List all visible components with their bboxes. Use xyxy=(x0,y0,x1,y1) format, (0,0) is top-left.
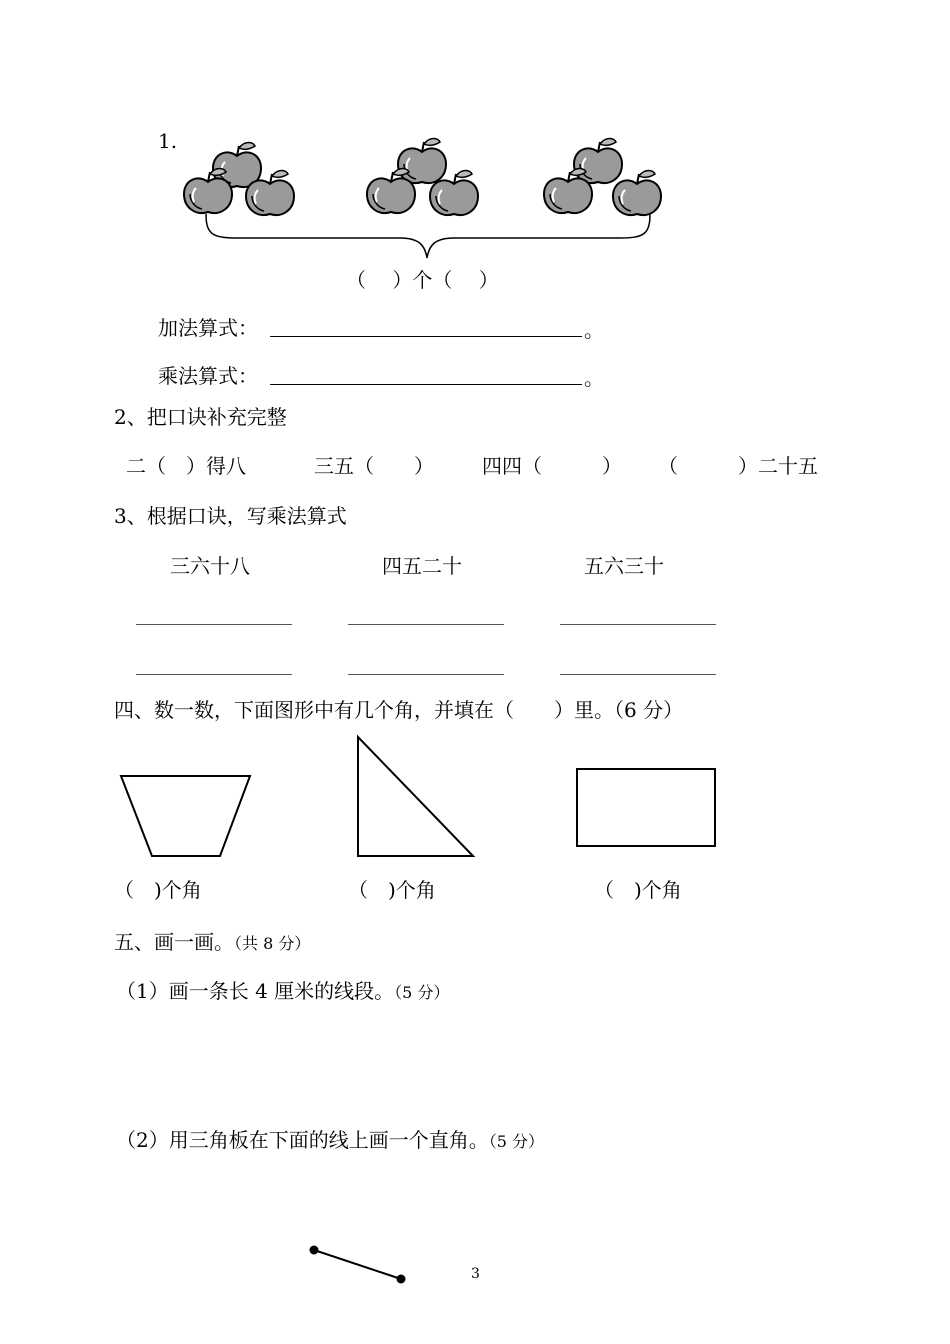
given-segment xyxy=(314,1250,401,1279)
q3-item-3: 五六三十 xyxy=(584,554,664,578)
q2-item-2: 三五（ ） xyxy=(314,454,434,478)
q5-sub2-points: （5 分） xyxy=(488,1132,545,1151)
q2-item-1: 二（ ）得八 xyxy=(126,454,246,478)
q4-caption-1: （ )个角 xyxy=(114,878,202,902)
q5-sub2-text: （2）用三角板在下面的线上画一个直角。 xyxy=(116,1128,489,1152)
mul-formula-label: 乘法算式： xyxy=(158,364,258,388)
segment-endpoint-a xyxy=(310,1246,319,1255)
add-formula-label: 加法算式： xyxy=(158,316,258,340)
q3-item-1: 三六十八 xyxy=(170,554,250,578)
q5-heading-text: 五、画一画。 xyxy=(114,930,234,954)
q5-sub1-points: （5 分） xyxy=(394,983,450,1002)
q1-number: 1. xyxy=(158,129,178,153)
add-formula-end: 。 xyxy=(584,318,604,342)
q2-item-3: 四四（ ） xyxy=(482,454,622,478)
q5-sub1-text: （1）画一条长 4 厘米的线段。 xyxy=(116,979,395,1003)
q4-caption-3: （ )个角 xyxy=(594,878,682,902)
segment-endpoint-b xyxy=(397,1275,406,1284)
q3-item-2: 四五二十 xyxy=(382,554,462,578)
group-caption: （ ）个（ ） xyxy=(346,268,499,292)
q4-caption-2: （ )个角 xyxy=(348,878,436,902)
q2-item-4: （ ）二十五 xyxy=(658,454,818,478)
q3-heading: 3、根据口诀，写乘法算式 xyxy=(114,504,347,528)
page-number: 3 xyxy=(471,1266,480,1282)
q5-points: （共 8 分） xyxy=(234,934,311,953)
q4-heading: 四、数一数，下面图形中有几个角，并填在（ ）里。（6 分） xyxy=(114,698,684,722)
mul-formula-end: 。 xyxy=(584,366,604,390)
q2-heading: 2、把口诀补充完整 xyxy=(114,405,287,429)
